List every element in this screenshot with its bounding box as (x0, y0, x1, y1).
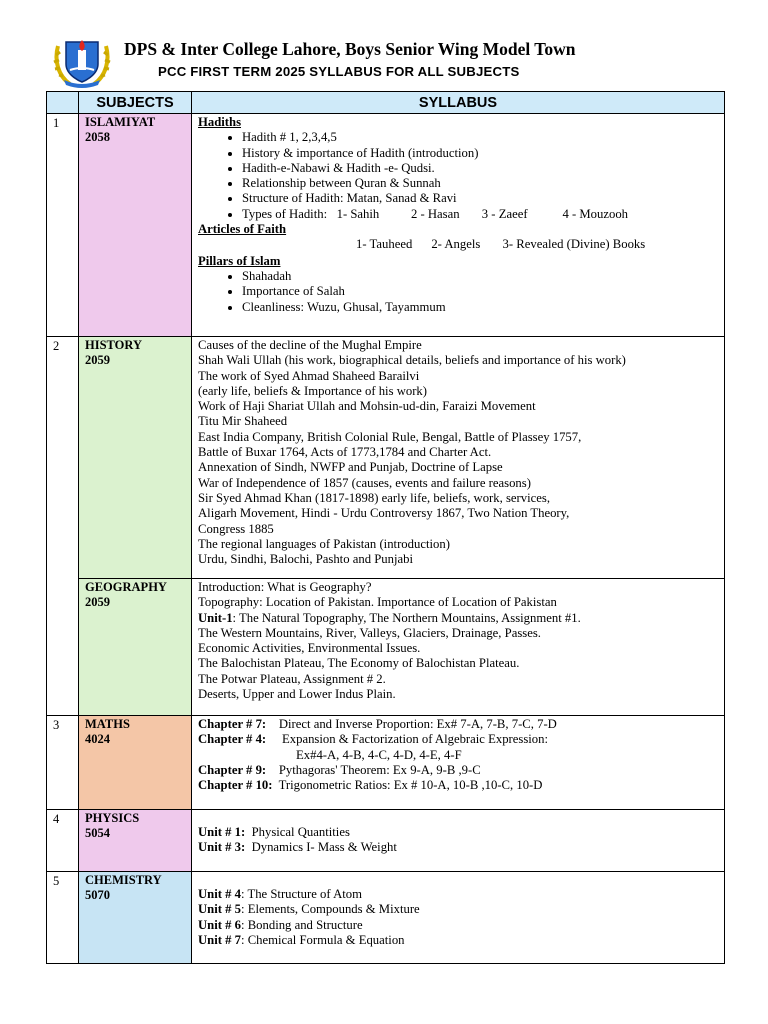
row-number: 1 (47, 114, 79, 337)
subject-cell-maths (79, 716, 192, 810)
chapter-line (198, 748, 724, 763)
syllabus-line: Sir Syed Ahmad Khan (1817-1898) early life, beliefs, work, services, (198, 490, 550, 505)
syllabus-line: The Western Mountains, River, Valleys, Glaciers, Drainage, Passes. (198, 625, 541, 640)
syllabus-line: Aligarh Movement, Hindi - Urdu Controversy 1867, Two Nation Theory, (198, 506, 570, 521)
syllabus-line: Shah Wali Ullah (his work, biographical details, beliefs and importance of his work) (198, 353, 626, 368)
syllabus-line: The Potwar Plateau, Assignment # 2. (198, 671, 386, 686)
syllabus-cell-maths (192, 716, 725, 810)
table-row-geography (47, 579, 725, 716)
unit-text: : The Natural Topography, The Northern Mountains, Assignment #1. (232, 610, 581, 625)
row-number: 2 (47, 337, 79, 716)
table-row-history (47, 337, 725, 579)
list-item: • Cleanliness: Wuzu, Ghusal, Tayammum (242, 300, 724, 315)
section-title-faith: Articles of Faith (198, 222, 287, 237)
syllabus-cell-history (192, 337, 725, 579)
syllabus-table (46, 91, 725, 964)
table-row-chemistry (47, 872, 725, 964)
section-title-pillars: Pillars of Islam (198, 253, 281, 268)
faith-line: 1- Tauheed 2- Angels 3- Revealed (Divine) Books (356, 237, 646, 252)
chapter-line (198, 778, 724, 793)
row-number: 5 (47, 872, 79, 964)
syllabus-cell-islamiyat (192, 114, 725, 337)
table-row-physics (47, 810, 725, 872)
subject-cell-islamiyat (79, 114, 192, 337)
unit-text: : Bonding and Structure (241, 917, 363, 932)
table-row-islamiyat (47, 114, 725, 337)
syllabus-line: Causes of the decline of the Mughal Empire (198, 338, 422, 352)
subject-cell-geography (79, 579, 192, 716)
syllabus-line: Titu Mir Shaheed (198, 414, 288, 429)
subject-cell-history (79, 337, 192, 579)
header-blank-cell (47, 92, 79, 114)
subject-name: ISLAMIYAT (85, 115, 156, 129)
list-item: • Structure of Hadith: Matan, Sanad & Ravi (242, 191, 724, 206)
subject-code: 4024 (85, 732, 110, 746)
document-header (0, 0, 768, 90)
syllabus-line: Deserts, Upper and Lower Indus Plain. (198, 687, 396, 702)
syllabus-line: Urdu, Sindhi, Balochi, Pashto and Punjabi (198, 552, 413, 567)
unit-line (198, 825, 724, 840)
table-row-maths (47, 716, 725, 810)
table-header-row (47, 92, 725, 114)
chapter-label: Chapter # 4: (198, 732, 267, 747)
unit-label: Unit # 7 (198, 932, 241, 947)
syllabus-line-unit-1 (198, 611, 724, 626)
subject-code: 2059 (85, 353, 110, 367)
section-title-hadiths: Hadiths (198, 115, 242, 129)
school-name: DPS & Inter College Lahore, Boys Senior Wing Model Town (124, 39, 576, 59)
row-number: 3 (47, 716, 79, 810)
chapter-text: Trigonometric Ratios: Ex # 10-A, 10-B ,10-C, 10-D (272, 778, 543, 793)
chapter-text: Pythagoras' Theorem: Ex 9-A, 9-B ,9-C (266, 762, 481, 777)
unit-text: Physical Quantities (245, 825, 350, 839)
syllabus-cell-physics (192, 810, 725, 872)
chapter-line (198, 763, 724, 778)
syllabus-line: Battle of Buxar 1764, Acts of 1773,1784 and Charter Act. (198, 445, 492, 460)
syllabus-line: Congress 1885 (198, 521, 274, 536)
subject-name: CHEMISTRY (85, 873, 162, 887)
syllabus-line: The regional languages of Pakistan (introduction) (198, 536, 450, 551)
list-item: • Types of Hadith: 1- Sahih 2 - Hasan 3 - Zaeef 4 - Mouzooh (242, 207, 724, 222)
unit-line (198, 902, 724, 917)
list-item: • Hadith # 1, 2,3,4,5 (242, 130, 724, 145)
chapter-text: Direct and Inverse Proportion: Ex# 7-A, 7-B, 7-C, 7-D (266, 717, 557, 731)
syllabus-line: Introduction: What is Geography? (198, 580, 372, 594)
subject-code: 5054 (85, 826, 110, 840)
chapter-line (198, 717, 724, 732)
unit-label: Unit # 3: (198, 840, 246, 855)
unit-label: Unit # 4 (198, 887, 241, 901)
chapter-text: Expansion & Factorization of Algebraic Expression: (266, 732, 549, 747)
hadiths-list (198, 130, 724, 222)
unit-text: Dynamics I- Mass & Weight (245, 840, 397, 855)
syllabus-line: Economic Activities, Environmental Issues. (198, 641, 421, 656)
subject-code: 2059 (85, 595, 110, 609)
subject-code: 2058 (85, 130, 110, 144)
syllabus-line: (early life, beliefs & Importance of his work) (198, 383, 427, 398)
syllabus-line: The Balochistan Plateau, The Economy of Balochistan Plateau. (198, 656, 520, 671)
row-number: 4 (47, 810, 79, 872)
subject-code: 5070 (85, 888, 110, 902)
syllabus-cell-chemistry (192, 872, 725, 964)
unit-label: Unit # 6 (198, 917, 241, 932)
unit-line (198, 840, 724, 855)
header-syllabus: SYLLABUS (192, 92, 725, 114)
syllabus-line: Topography: Location of Pakistan. Importance of Location of Pakistan (198, 595, 557, 610)
subject-cell-chemistry (79, 872, 192, 964)
list-item: • Shahadah (242, 269, 724, 284)
subject-name: PHYSICS (85, 811, 140, 825)
chapter-label: Chapter # 10: (198, 778, 273, 793)
subject-name: MATHS (85, 717, 130, 731)
syllabus-line: The work of Syed Ahmad Shaheed Barailvi (198, 368, 420, 383)
syllabus-cell-geography (192, 579, 725, 716)
unit-line (198, 933, 724, 948)
subject-name: GEOGRAPHY (85, 580, 167, 594)
list-item: • History & importance of Hadith (introduction) (242, 146, 724, 161)
document-title: PCC FIRST TERM 2025 SYLLABUS FOR ALL SUBJECTS (158, 64, 520, 79)
syllabus-line: War of Independence of 1857 (causes, events and failure reasons) (198, 475, 531, 490)
chapter-text: Ex#4-A, 4-B, 4-C, 4-D, 4-E, 4-F (296, 747, 462, 762)
syllabus-line: Work of Haji Shariat Ullah and Mohsin-ud-din, Faraizi Movement (198, 399, 536, 414)
unit-line (198, 918, 724, 933)
unit-text: : Chemical Formula & Equation (241, 932, 405, 947)
pillars-list (198, 269, 724, 315)
unit-label: Unit # 1: (198, 825, 246, 839)
chapter-label: Chapter # 9: (198, 762, 267, 777)
unit-label: Unit-1 (198, 610, 233, 625)
syllabus-line: Annexation of Sindh, NWFP and Punjab, Doctrine of Lapse (198, 460, 503, 475)
syllabus-line: East India Company, British Colonial Rule, Bengal, Battle of Plassey 1757, (198, 429, 582, 444)
list-item: • Hadith-e-Nabawi & Hadith -e- Qudsi. (242, 161, 724, 176)
unit-text: : The Structure of Atom (241, 887, 362, 901)
list-item: • Importance of Salah (242, 284, 724, 299)
unit-line (198, 887, 724, 902)
header-subjects: SUBJECTS (79, 92, 192, 114)
subject-cell-physics (79, 810, 192, 872)
unit-label: Unit # 5 (198, 902, 241, 917)
chapter-line (198, 732, 724, 747)
school-crest-icon (52, 36, 112, 88)
list-item: • Relationship between Quran & Sunnah (242, 176, 724, 191)
chapter-label: Chapter # 7: (198, 717, 267, 731)
subject-name: HISTORY (85, 338, 142, 352)
unit-text: : Elements, Compounds & Mixture (241, 902, 420, 917)
